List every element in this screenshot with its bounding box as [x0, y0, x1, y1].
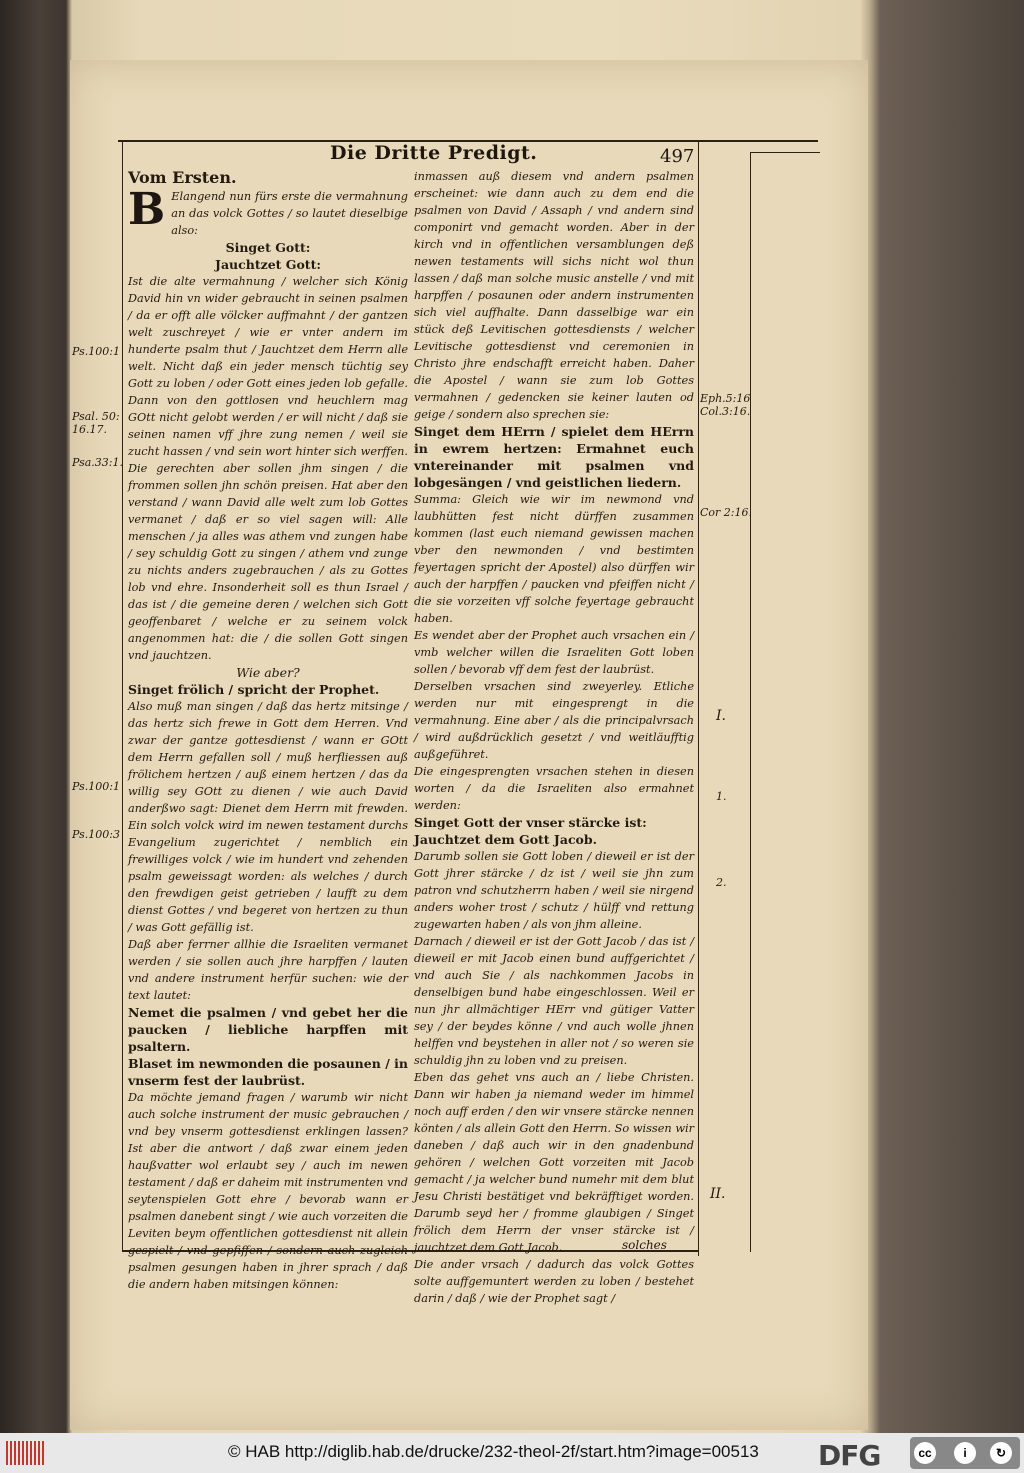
verse-line: Singet frölich / spricht der Prophet. [128, 682, 380, 697]
verse-line: Wie aber? [236, 665, 300, 680]
paragraph: Es wendet aber der Prophet auch vrsachen ein / vmb welcher willen die Israeliten Gott loben sollen / bevorab vff dem fest der laubrüst. [414, 629, 694, 676]
verse-line: Singet Gott: [225, 240, 311, 255]
margin-note: Psal. 50: 16.17. [72, 410, 120, 436]
quotation: Nemet die psalmen / vnd gebet her die paucken / liebliche harpffen mit psaltern. [128, 1005, 408, 1054]
paragraph: Daß aber ferrner allhie die Israeliten vermanet werden / sie sollen auch jhre harpffen / lauten vnd andere instrument herfür suchen: wie der text lautet: [128, 938, 408, 1002]
paragraph: Darnach / dieweil er ist der Gott Jacob / das ist / dieweil er mit Jacob einen bund auffgerichtet / vnd auch Sie / als nachkommen Jacobs in denselbigen bund habe eingeschlossen. Weil er nun jhr allmächtiger HErr vnd gütiger Vatter sey / der beydes könne / vnd auch wolle jhnen helffen vnd beystehen in aller not / so weren sie schuldig jhn zu loben vnd zu preisen. [414, 935, 694, 1067]
by-icon: i [954, 1442, 976, 1464]
quotation: Singet dem HErrn / spielet dem HErrn in ewrem hertzen: Ermahnet euch vntereinander mit psalmen vnd lobgesängen / vnd geistlichen liedern. [414, 424, 694, 490]
catchword: solches [622, 1238, 667, 1252]
quotation: Singet Gott der vnser stärcke ist: [414, 815, 647, 830]
right-margin-rule [750, 152, 751, 1252]
paragraph: Derselben vrsachen sind zweyerley. Etliche werden nur mit eingesprengt in die vermahnung. Eine aber / als die principalvrsach / wird außdrücklich gesetzt / vnd weitläufftig außgeführet. [414, 680, 694, 761]
paragraph: Darumb sollen sie Gott loben / dieweil er ist der Gott jhrer stärcke / dz ist / weil sie jhn zum patron vnd schutzherrn haben / weil sie nirgend anders woher trost / schutz / hülff vnd rettung zugewarten haben / als von jhm alleine. [414, 850, 694, 931]
right-column [414, 168, 694, 1307]
left-column [128, 168, 408, 1293]
paragraph: Eben das gehet vns auch an / liebe Christen. Dann wir haben ja niemand weder im himmel noch auff erden / den wir vnsere stärcke nennen könten / als allein Gott den Herrn. So wissen wir daneben / daß auch wir in den gnadenbund gehören / welchen Gott vorzeiten mit Jacob gemacht / ja welcher bund numehr mit dem blut Jesu Christi bestätiget vnd bekräfftiget worden. Darumb seyd her / fromme glaubigen / Singet frölich dem Herrn der vnser stärcke ist / jauchtzet dem Gott Jacob. [414, 1071, 694, 1254]
viewer-footer [0, 1433, 1024, 1473]
margin-note: Ps.100:1 [72, 345, 120, 358]
sa-icon: ↻ [990, 1442, 1012, 1464]
dfg-logo: DFG [818, 1439, 881, 1472]
margin-note: 1. [716, 790, 727, 803]
margin-note: Psa.33:1. [72, 456, 124, 469]
right-column-rule [698, 140, 699, 1256]
margin-note: 2. [716, 876, 727, 889]
page-number: 497 [660, 146, 695, 167]
left-column-rule [122, 140, 123, 1252]
section-heading: Vom Ersten. [128, 168, 237, 187]
dropcap: B [128, 184, 166, 235]
margin-note: II. [710, 1186, 726, 1202]
running-header: Die Dritte Predigt. [330, 142, 538, 164]
paragraph: Summa: Gleich wie wir im newmond vnd laubhütten fest nicht dürffen zusammen kommen (last euch niemand gewissen machen vber den newmonden / vnd bestimten feyertagen spricht der Apostel) also dürffen wir auch der harpffen / paucken vnd pfeiffen nicht / die sie vorzeiten vff solche feyertage gebraucht haben. [414, 493, 694, 625]
paragraph: Also muß man singen / daß das hertz mitsinge / das hertz sich frewe in Gott dem Herren. Vnd zwar der gantze gottesdienst / wann er GOtt dem Herrn gefallen soll / muß herfliessen auß frölichem hertzen / auß einem hertzen / das da willig sey GOtt zu dienen / wie auch David anderßwo sagt: Dienet dem Herrn mit frewden. Ein solch volck wird im newen testament durchs Evangelium zugerichtet / nemblich ein frewilliges volck / wie im hundert vnd zehenden psalm geweissagt worden: als welches / durch den frewdigen geist getrieben / laufft zu dem dienst Gottes / vnd begeret von hertzen zu thun / was Gott gefällig ist. [128, 700, 408, 934]
quotation: Jauchtzet dem Gott Jacob. [414, 832, 597, 847]
paragraph: Da möchte jemand fragen / warumb wir nicht auch solche instrument der music gebrauchen / vnd bey vnserm gottesdienst erklingen lassen? Ist aber die antwort / daß zwar einem jeden haußvatter wol erlaubt sey / auch im newen testament / daß er daheim mit instrumenten vnd seytenspielen Gott ehre / bevorab wann er psalmen danebent singt / wie auch vorzeiten die Leviten beym offentlichen gottesdienst nit allein gespielt / vnd gepfiffen / sondern auch zugleich psalmen gesungen haben in jhrer sprach / daß die andern haben mitsingen können: [128, 1091, 408, 1291]
intro-paragraph: B Elangend nun fürs erste die vermahnung an das volck Gottes / so lautet dieselbige also: [128, 184, 408, 237]
verse-line: Jauchtzet Gott: [215, 257, 321, 272]
margin-note: Ps.100:1 [72, 780, 120, 793]
quotation: Blaset im newmonden die posaunen / in vnserm fest der laubrüst. [128, 1056, 408, 1088]
cc-license-badge[interactable] [910, 1437, 1020, 1469]
barcode-icon [6, 1441, 44, 1465]
margin-note: Cor 2:16. [700, 506, 752, 519]
book-page [70, 60, 868, 1430]
paragraph: Die eingesprengten vrsachen stehen in diesen worten / da die Israeliten also ermahnet werden: [414, 765, 694, 812]
paragraph: inmassen auß diesem vnd andern psalmen erscheinet: wie dann auch zu dem end die psalmen von David / Assaph / vnd andern sind componirt vnd gemacht worden. Aber in der kirch vnd in offentlichen versamblungen deß newen testaments will sichs nicht wol thun lassen / daß man solche music anstelle / vnd mit harpffen / posaunen oder andern instrumenten sich viel auffhalte. Dann dasselbige war ein stück deß Levitischen gottesdiensts / welcher Levitische gottesdienst vnd ceremonien in Christo jhre endschafft erreicht haben. Daher die Apostel / wann sie zum lob Gottes vermahnen / gedencken sie keiner lauten od geige / sondern also sprechen sie: [414, 170, 694, 421]
paragraph: Ist die alte vermahnung / welcher sich König David hin vn wider gebraucht in seinen psalmen / da er offt alle völcker auffmahnt / der gantzen welt zuschreyet / wie er vnter andern im hunderte psalm thut / Jauchtzet dem Herrn alle welt. Nicht daß ein jeder mensch tüchtig sey Gott zu loben / oder Gott eines jeden lob gefalle. Dann von den gottlosen vnd heuchlern mag GOtt nicht gelobt werden / er will nicht / daß sie seinen namen vff jhre zung nemen / weil sie zucht hassen / vnd sein wort hinter sich werffen. Die gerechten aber sollen jhm singen / die frommen sollen jhn schön preisen. Hat aber den verstand / wann David alle welt zum lob Gottes vermanet / daß er so viel sagen will: Alle menschen / ja alles was athem vnd zungen habe / sey schuldig Gott zu singen / athem vnd zunge zu nichts anders zugebrauchen / als zu Gottes lob vnd ehre. Insonderheit soll es thun Israel / das ist / die gemeine deren / welchen sich Gott geoffenbaret / welche er zu seinem volck angenommen hat: die / die sollen Gott singen vnd jauchtzen. [128, 275, 408, 662]
right-margin-top-rule [750, 152, 820, 153]
copyright-credit[interactable]: © HAB http://diglib.hab.de/drucke/232-theol-2f/start.htm?image=00513 [228, 1442, 759, 1461]
cc-icon: cc [914, 1442, 936, 1464]
margin-note: Eph.5:16 Col.3:16. [700, 392, 751, 418]
margin-note: Ps.100:3 [72, 828, 120, 841]
paragraph: Die ander vrsach / dadurch das volck Gottes solte auffgemuntert werden zu loben / bestehet darin / daß / wie der Prophet sagt / [414, 1258, 694, 1305]
margin-note: I. [716, 708, 726, 724]
